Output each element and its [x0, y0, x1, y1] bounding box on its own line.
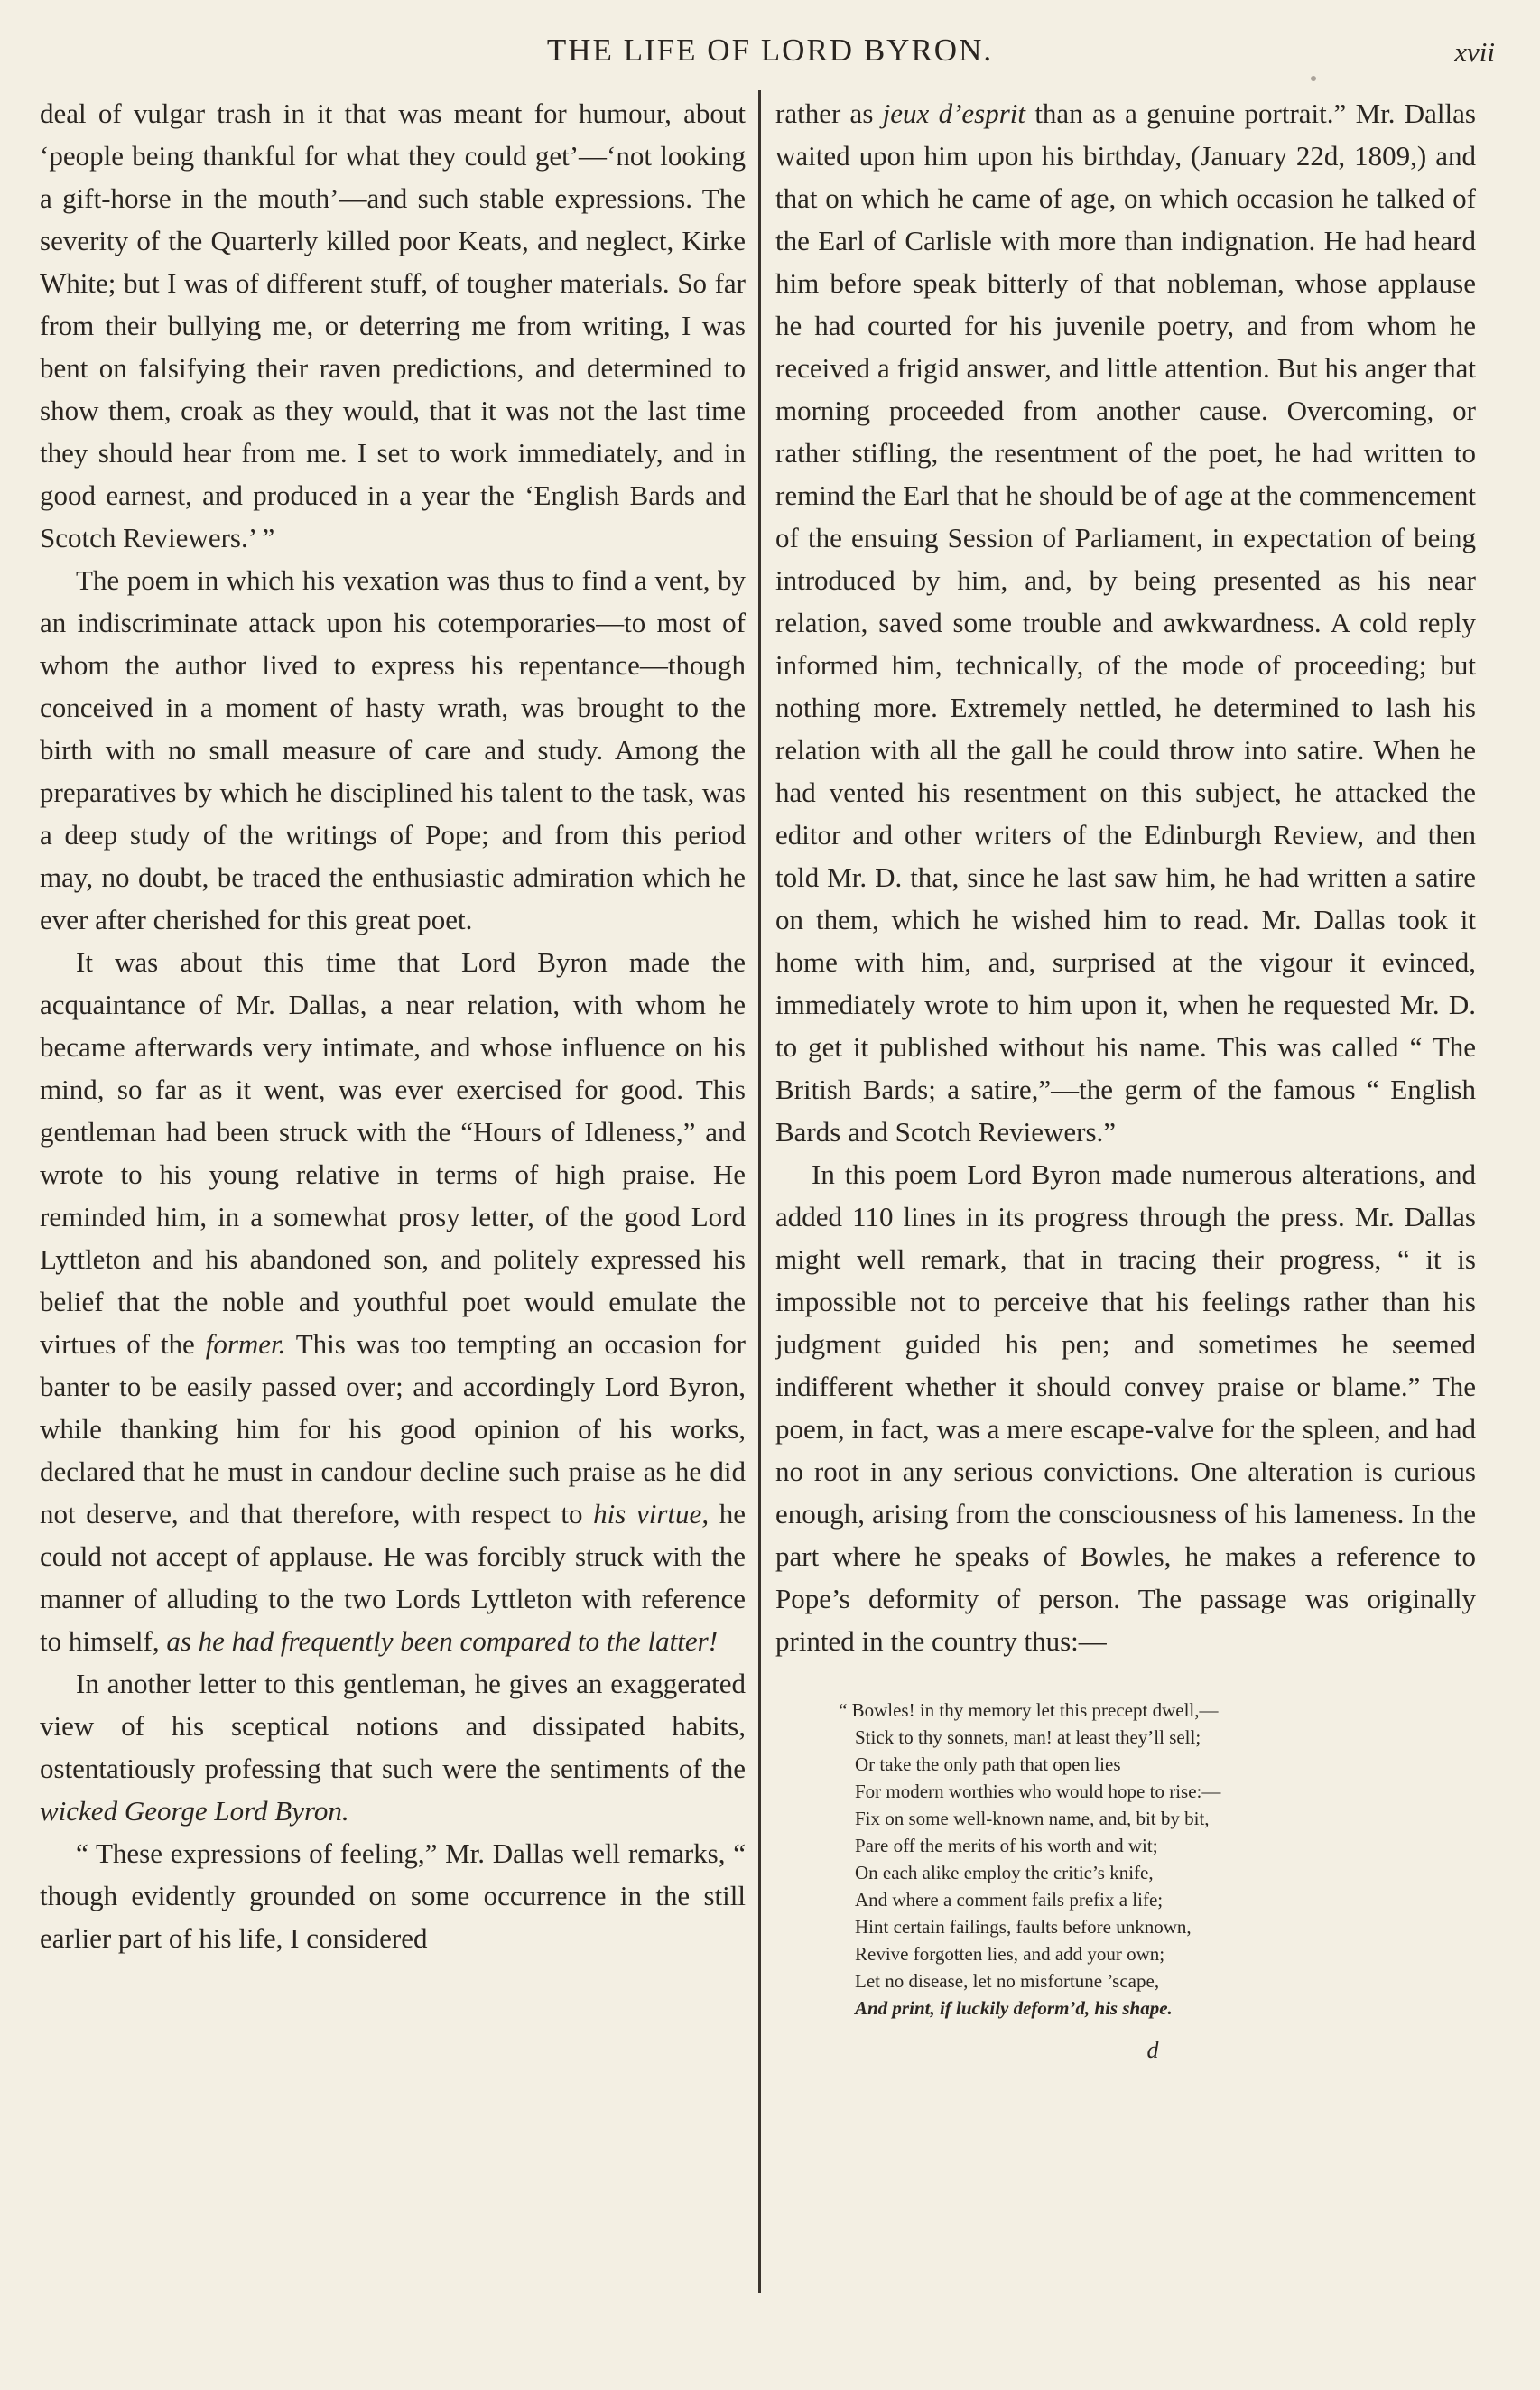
paragraph-text: It was about this time that Lord Byron made the acquaintance of Mr. Dallas, a near relation, with whom he became afterwards very intimate, and whose influence on his mind, so far as it went, was ever exercised for good. This gentleman had been struck with the “Hours of Idleness,” and wrote to his young relative in terms of high praise. He reminded him, in a somewhat prosy letter, of the good Lord Lyttleton and his abandoned son, and politely expressed his belief that the noble and youthful poet would emulate the virtues of the: [40, 946, 746, 1360]
verse-line: On each alike employ the critic’s knife,: [855, 1862, 1154, 1883]
verse-line: “ Bowles! in thy memory let this precept dwell,—: [839, 1699, 1219, 1721]
verse-line: Fix on some well-known name, and, bit by bit,: [855, 1808, 1210, 1829]
italic-text: his virtue,: [593, 1498, 710, 1530]
paragraph-text: rather as: [775, 98, 883, 129]
paragraph: [775, 92, 1476, 1153]
verse-line: Revive forgotten lies, and add your own;: [855, 1943, 1165, 1965]
verse-line: Or take the only path that open lies: [855, 1753, 1121, 1775]
right-column: [775, 92, 1476, 2295]
verse-line: For modern worthies who would hope to rise:—: [855, 1781, 1221, 1802]
verse-line: Stick to thy sonnets, man! at least they’ll sell;: [855, 1726, 1201, 1748]
paragraph-text: he could not accept of applause. He was forcibly struck with the manner of alluding to the two Lords Lyttleton with reference to himself,: [40, 1498, 746, 1657]
verse-block: [839, 1697, 1476, 2022]
italic-text: jeux d’esprit: [882, 98, 1026, 129]
page-number: xvii: [1454, 36, 1495, 68]
paragraph: [40, 941, 746, 1662]
verse-line: Let no disease, let no misfortune ’scape,: [855, 1970, 1160, 1992]
left-column: [40, 92, 746, 2295]
italic-text: former.: [205, 1328, 286, 1360]
italic-text: wicked George Lord Byron.: [40, 1795, 349, 1827]
paragraph: deal of vulgar trash in it that was meant for humour, about ‘people being thankful for what they could get’—‘not looking a gift-horse in the mouth’—and such stable expressions. The severity of the Quarterly killed poor Keats, and neglect, Kirke White; but I was of different stuff, of tougher materials. So far from their bullying me, or deterring me from writing, I was bent on falsifying their raven predictions, and determined to show them, croak as they would, that it was not the last time they should hear from me. I set to work immediately, and in good earnest, and produced in a year the ‘English Bards and Scotch Reviewers.’ ”: [40, 98, 746, 553]
paragraph-text: In another letter to this gentleman, he gives an exaggerated view of his sceptical notions and dissipated habits, ostentatiously professing that such were the sentiments of the: [40, 1668, 746, 1784]
verse-line: And print, if luckily deform’d, his shape.: [855, 1997, 1173, 2019]
running-title: THE LIFE OF LORD BYRON.: [546, 33, 994, 68]
column-divider: [758, 90, 761, 2293]
paragraph-text: This was too tempting an occasion for banter to be easily passed over; and accordingly Lord Byron, while thanking him for his good opinion of his works, declared that he must in candour decline such praise as he did not deserve, and that therefore, with respect to: [40, 1328, 746, 1530]
page-header: [0, 33, 1540, 78]
paragraph: [40, 1662, 746, 1832]
verse-line: Pare off the merits of his worth and wit;: [855, 1835, 1158, 1856]
italic-text: as he had frequently been compared to the latter!: [166, 1625, 719, 1657]
paragraph: The poem in which his vexation was thus to find a vent, by an indiscriminate attack upon his cotemporaries—to most of whom the author lived to express his repentance—though conceived in a moment of hasty wrath, was brought to the birth with no small measure of care and study. Among the preparatives by which he disciplined his talent to the task, was a deep study of the writings of Pope; and from this period may, no doubt, be traced the enthusiastic admiration which he ever after cherished for this great poet.: [40, 564, 746, 935]
verse-line: And where a comment fails prefix a life;: [855, 1889, 1164, 1911]
signature-mark: d: [1146, 2037, 1159, 2063]
paragraph-text: than as a genuine portrait.” Mr. Dallas waited upon him upon his birthday, (January 22d, 1809,) and that on which he came of age, on which occasion he talked of the Earl of Carlisle with more than indignation. He had heard him before speak bitterly of that nobleman, whose applause he had courted for his juvenile poetry, and from whom he received a frigid answer, and little attention. But his anger that morning proceeded from another cause. Overcoming, or rather stifling, the resentment of the poet, he had written to remind the Earl that he should be of age at the commencement of the ensuing Session of Parliament, in expectation of being introduced by him, and, by being presented as his near relation, saved some trouble and awkwardness. A cold reply informed him, technically, of the mode of proceeding; but nothing more. Extremely nettled, he determined to lash his relation with all the gall he could throw into satire. When he had vented his resentment on this subject, he attacked the editor and other writers of the Edinburgh Review, and then told Mr. D. that, since he last saw him, he had written a satire on them, which he wished him to read. Mr. Dallas took it home with him, and, surprised at the vigour it evinced, immediately wrote to him upon it, when he requested Mr. D. to get it published without his name. This was called “ The British Bards; a satire,”—the germ of the famous “ English Bards and Scotch Reviewers.”: [775, 98, 1476, 1148]
paragraph: “ These expressions of feeling,” Mr. Dallas well remarks, “ though evidently grounded on some occurrence in the still earlier part of his life, I considered: [40, 1837, 746, 1954]
paragraph: In this poem Lord Byron made numerous alterations, and added 110 lines in its progress through the press. Mr. Dallas might well remark, that in tracing their progress, “ it is impossible not to perceive that his feelings rather than his judgment guided his pen; and sometimes he seemed indifferent whether it should convey praise or blame.” The poem, in fact, was a mere escape-valve for the spleen, and had no root in any serious convictions. One alteration is curious enough, arising from the consciousness of his lameness. In the part where he speaks of Bowles, he makes a reference to Pope’s deformity of person. The passage was originally printed in the country thus:—: [775, 1158, 1476, 1657]
verse-line: Hint certain failings, faults before unknown,: [855, 1916, 1192, 1938]
ornament-dot-icon: [1311, 76, 1316, 81]
